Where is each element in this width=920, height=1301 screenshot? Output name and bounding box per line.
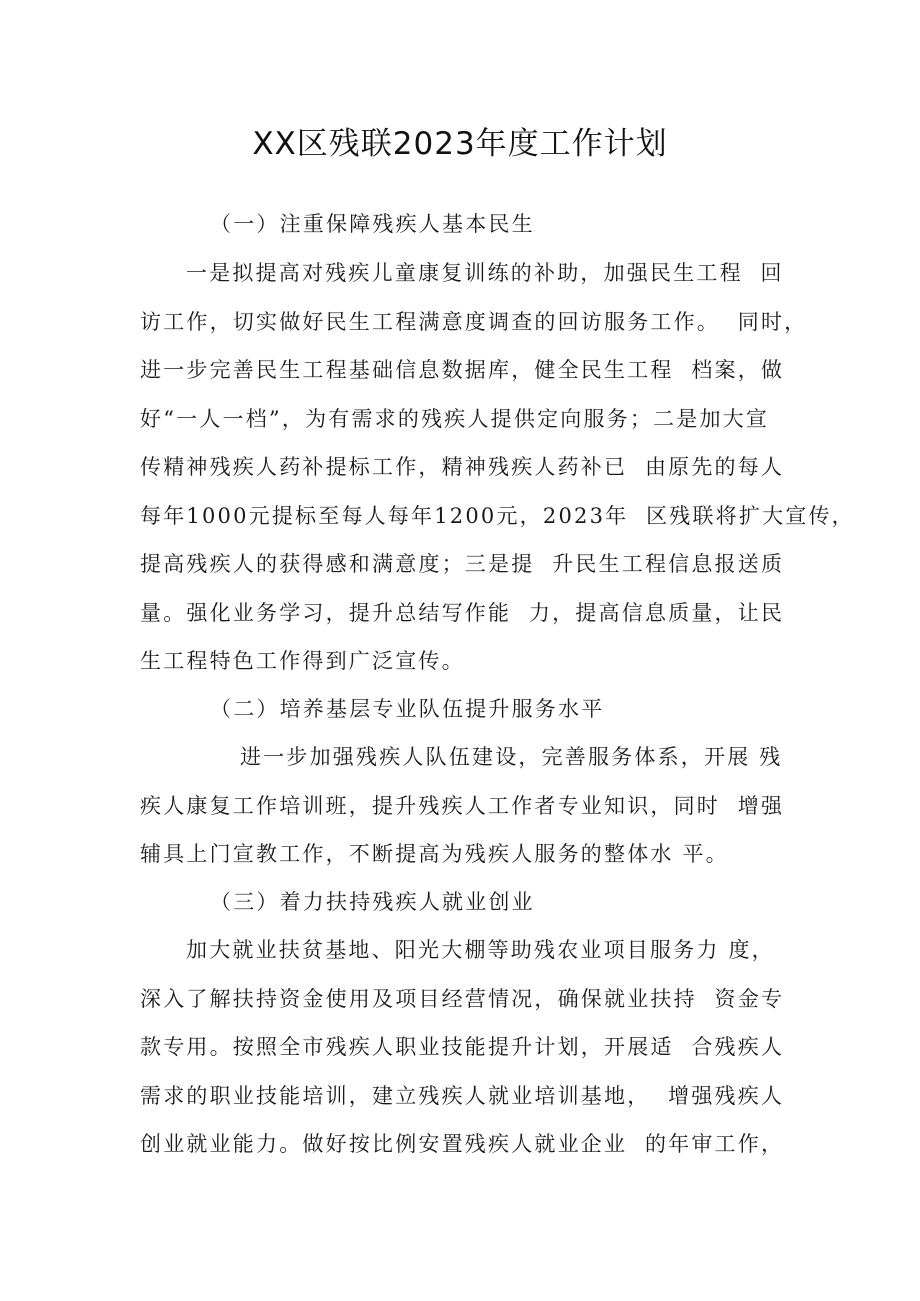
paragraph-line: 进一步加强残疾人队伍建设，完善服务体系，开展 残 [240,745,783,769]
paragraph-line: 访工作，切实做好民生工程满意度调查的回访服务工作。 同时， [140,310,808,334]
paragraph-line: 生工程特色工作得到广泛宣传。 [140,649,465,673]
paragraph-line: 每年1000元提标至每人每年1200元，2023年 区残联将扩大宣传， [140,504,855,528]
paragraph-line: 传精神残疾人药补提标工作，精神残疾人药补已 由原先的每人 [140,455,785,479]
section-heading-3: （三）着力扶持残疾人就业创业 [210,890,535,914]
paragraph-line: 需求的职业技能培训，建立残疾人就业培训基地， 增强残疾人 [140,1084,785,1108]
paragraph-line: 量。强化业务学习，提升总结写作能 力，提高信息质量，让民 [140,601,785,625]
paragraph-line: 疾人康复工作培训班，提升残疾人工作者专业知识，同时 增强 [140,794,785,818]
paragraph-line: 辅具上门宣教工作，不断提高为残疾人服务的整体水 平。 [140,842,729,866]
paragraph-line: 好“一人一档”，为有需求的残疾人提供定向服务；二是加大宣 [140,407,770,431]
paragraph-line: 进一步完善民生工程基础信息数据库，健全民生工程 档案，做 [140,358,785,382]
paragraph-line: 加大就业扶贫基地、阳光大棚等助残农业项目服务力 度， [186,938,775,962]
paragraph-line: 深入了解扶持资金使用及项目经营情况，确保就业扶持 资金专 [140,987,785,1011]
document-title: XX区残联2023年度工作计划 [252,126,668,162]
paragraph-line: 提高残疾人的获得感和满意度；三是提 升民生工程信息报送质 [140,552,785,576]
paragraph-line: 款专用。按照全市残疾人职业技能提升计划，开展适 合残疾人 [140,1035,785,1059]
paragraph-line: 创业就业能力。做好按比例安置残疾人就业企业 的年审工作， [140,1132,785,1156]
paragraph-line: 一是拟提高对残疾儿童康复训练的补助，加强民生工程 回 [186,261,784,285]
section-heading-1: （一）注重保障残疾人基本民生 [210,212,535,236]
section-heading-2: （二）培养基层专业队伍提升服务水平 [210,697,605,721]
